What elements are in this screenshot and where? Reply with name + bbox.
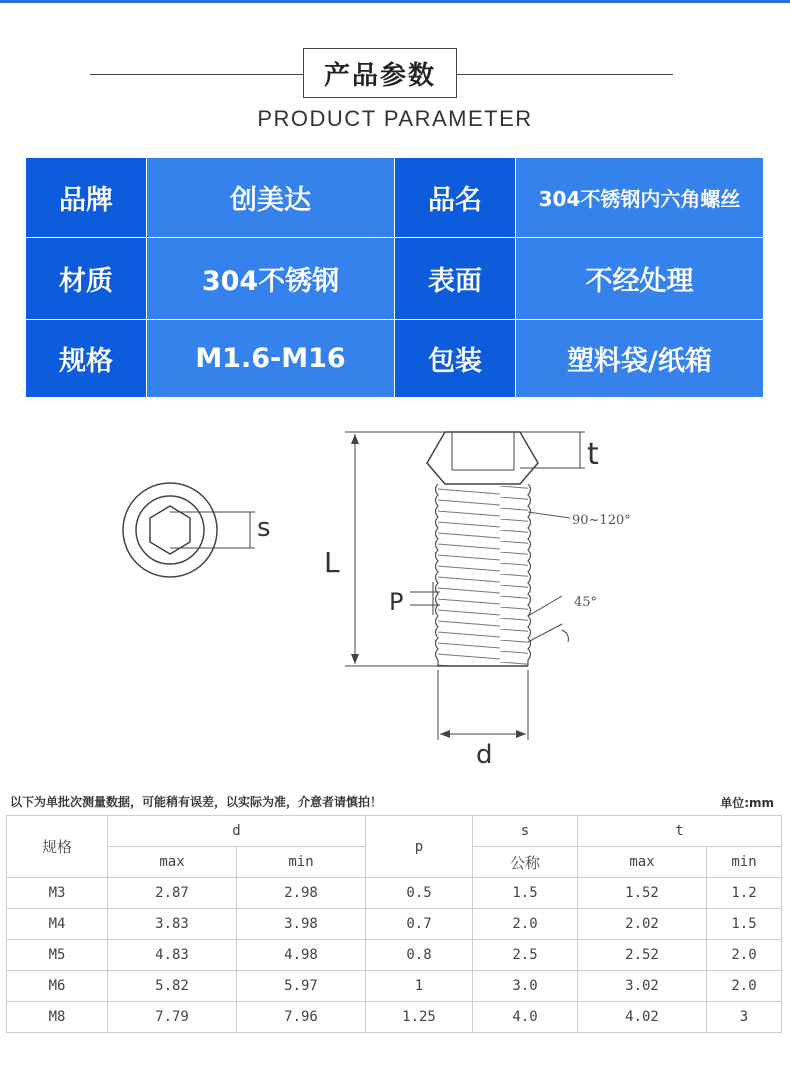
cell-dmax: 2.87 (108, 878, 237, 909)
label-P: P (389, 588, 404, 616)
cell-dmin: 2.98 (237, 878, 366, 909)
cell-spec: M3 (7, 878, 108, 909)
unit-label: 单位:mm (720, 796, 774, 810)
param-value: 304不锈钢 (147, 238, 395, 320)
cell-s: 1.5 (473, 878, 578, 909)
table-row (7, 909, 782, 940)
label-L: L (324, 546, 340, 579)
param-key: 包装 (395, 320, 516, 398)
label-angle-45: 45° (574, 595, 598, 610)
param-row (26, 320, 764, 398)
header-spec: 规格 (7, 816, 108, 878)
param-row (26, 238, 764, 320)
cell-tmin: 3 (707, 1002, 782, 1033)
header-s-nominal: 公称 (473, 847, 578, 878)
screw-end-view (123, 483, 255, 577)
cell-dmin: 3.98 (237, 909, 366, 940)
param-key: 规格 (26, 320, 147, 398)
cell-s: 2.0 (473, 909, 578, 940)
cell-p: 0.8 (366, 940, 473, 971)
table-row (7, 940, 782, 971)
cell-p: 1.25 (366, 1002, 473, 1033)
cell-spec: M6 (7, 971, 108, 1002)
cell-tmin: 1.2 (707, 878, 782, 909)
title-divider-left (90, 74, 303, 75)
cell-s: 2.5 (473, 940, 578, 971)
cell-dmax: 4.83 (108, 940, 237, 971)
cell-dmax: 3.83 (108, 909, 237, 940)
cell-p: 1 (366, 971, 473, 1002)
param-row (26, 158, 764, 238)
table-row (7, 1002, 782, 1033)
dimension-table (6, 815, 782, 1033)
cell-spec: M4 (7, 909, 108, 940)
cell-s: 4.0 (473, 1002, 578, 1033)
header-d: d (108, 816, 366, 847)
cell-p: 0.7 (366, 909, 473, 940)
header-p: p (366, 816, 473, 878)
cell-tmin: 2.0 (707, 940, 782, 971)
cell-spec: M8 (7, 1002, 108, 1033)
label-d: d (476, 740, 493, 770)
param-value: M1.6-M16 (147, 320, 395, 398)
cell-dmin: 4.98 (237, 940, 366, 971)
param-value: 塑料袋/纸箱 (516, 320, 764, 398)
header-t-min: min (707, 847, 782, 878)
cell-tmin: 2.0 (707, 971, 782, 1002)
header-t-max: max (578, 847, 707, 878)
cell-tmax: 2.02 (578, 909, 707, 940)
header-d-min: min (237, 847, 366, 878)
table-row (7, 971, 782, 1002)
table-header-row (7, 816, 782, 847)
screw-dimension-diagram (100, 420, 700, 780)
parameter-table (25, 157, 764, 398)
cell-tmax: 4.02 (578, 1002, 707, 1033)
label-s: s (257, 513, 271, 543)
param-key: 材质 (26, 238, 147, 320)
cell-tmin: 1.5 (707, 909, 782, 940)
cell-p: 0.5 (366, 878, 473, 909)
cell-spec: M5 (7, 940, 108, 971)
section-subtitle: PRODUCT PARAMETER (257, 106, 533, 131)
cell-tmax: 3.02 (578, 971, 707, 1002)
header-t: t (578, 816, 782, 847)
section-title: 产品参数 (303, 48, 457, 98)
header-s: s (473, 816, 578, 847)
cell-dmin: 5.97 (237, 971, 366, 1002)
cell-dmax: 7.79 (108, 1002, 237, 1033)
param-key: 品名 (395, 158, 516, 238)
param-value: 304不锈钢内六角螺丝 (516, 158, 764, 238)
top-accent-line (0, 0, 790, 3)
title-divider-right (457, 74, 673, 75)
cell-s: 3.0 (473, 971, 578, 1002)
measurement-note: 以下为单批次测量数据，可能稍有误差，以实际为准，介意者请慎拍！ (10, 795, 383, 809)
param-value: 创美达 (147, 158, 395, 238)
cell-dmax: 5.82 (108, 971, 237, 1002)
cell-dmin: 7.96 (237, 1002, 366, 1033)
param-key: 品牌 (26, 158, 147, 238)
label-angle-90-120: 90~120° (572, 513, 631, 528)
cell-tmax: 2.52 (578, 940, 707, 971)
table-row (7, 878, 782, 909)
label-t: t (587, 437, 599, 472)
header-d-max: max (108, 847, 237, 878)
param-key: 表面 (395, 238, 516, 320)
screw-side-view (427, 432, 538, 666)
cell-tmax: 1.52 (578, 878, 707, 909)
param-value: 不经处理 (516, 238, 764, 320)
